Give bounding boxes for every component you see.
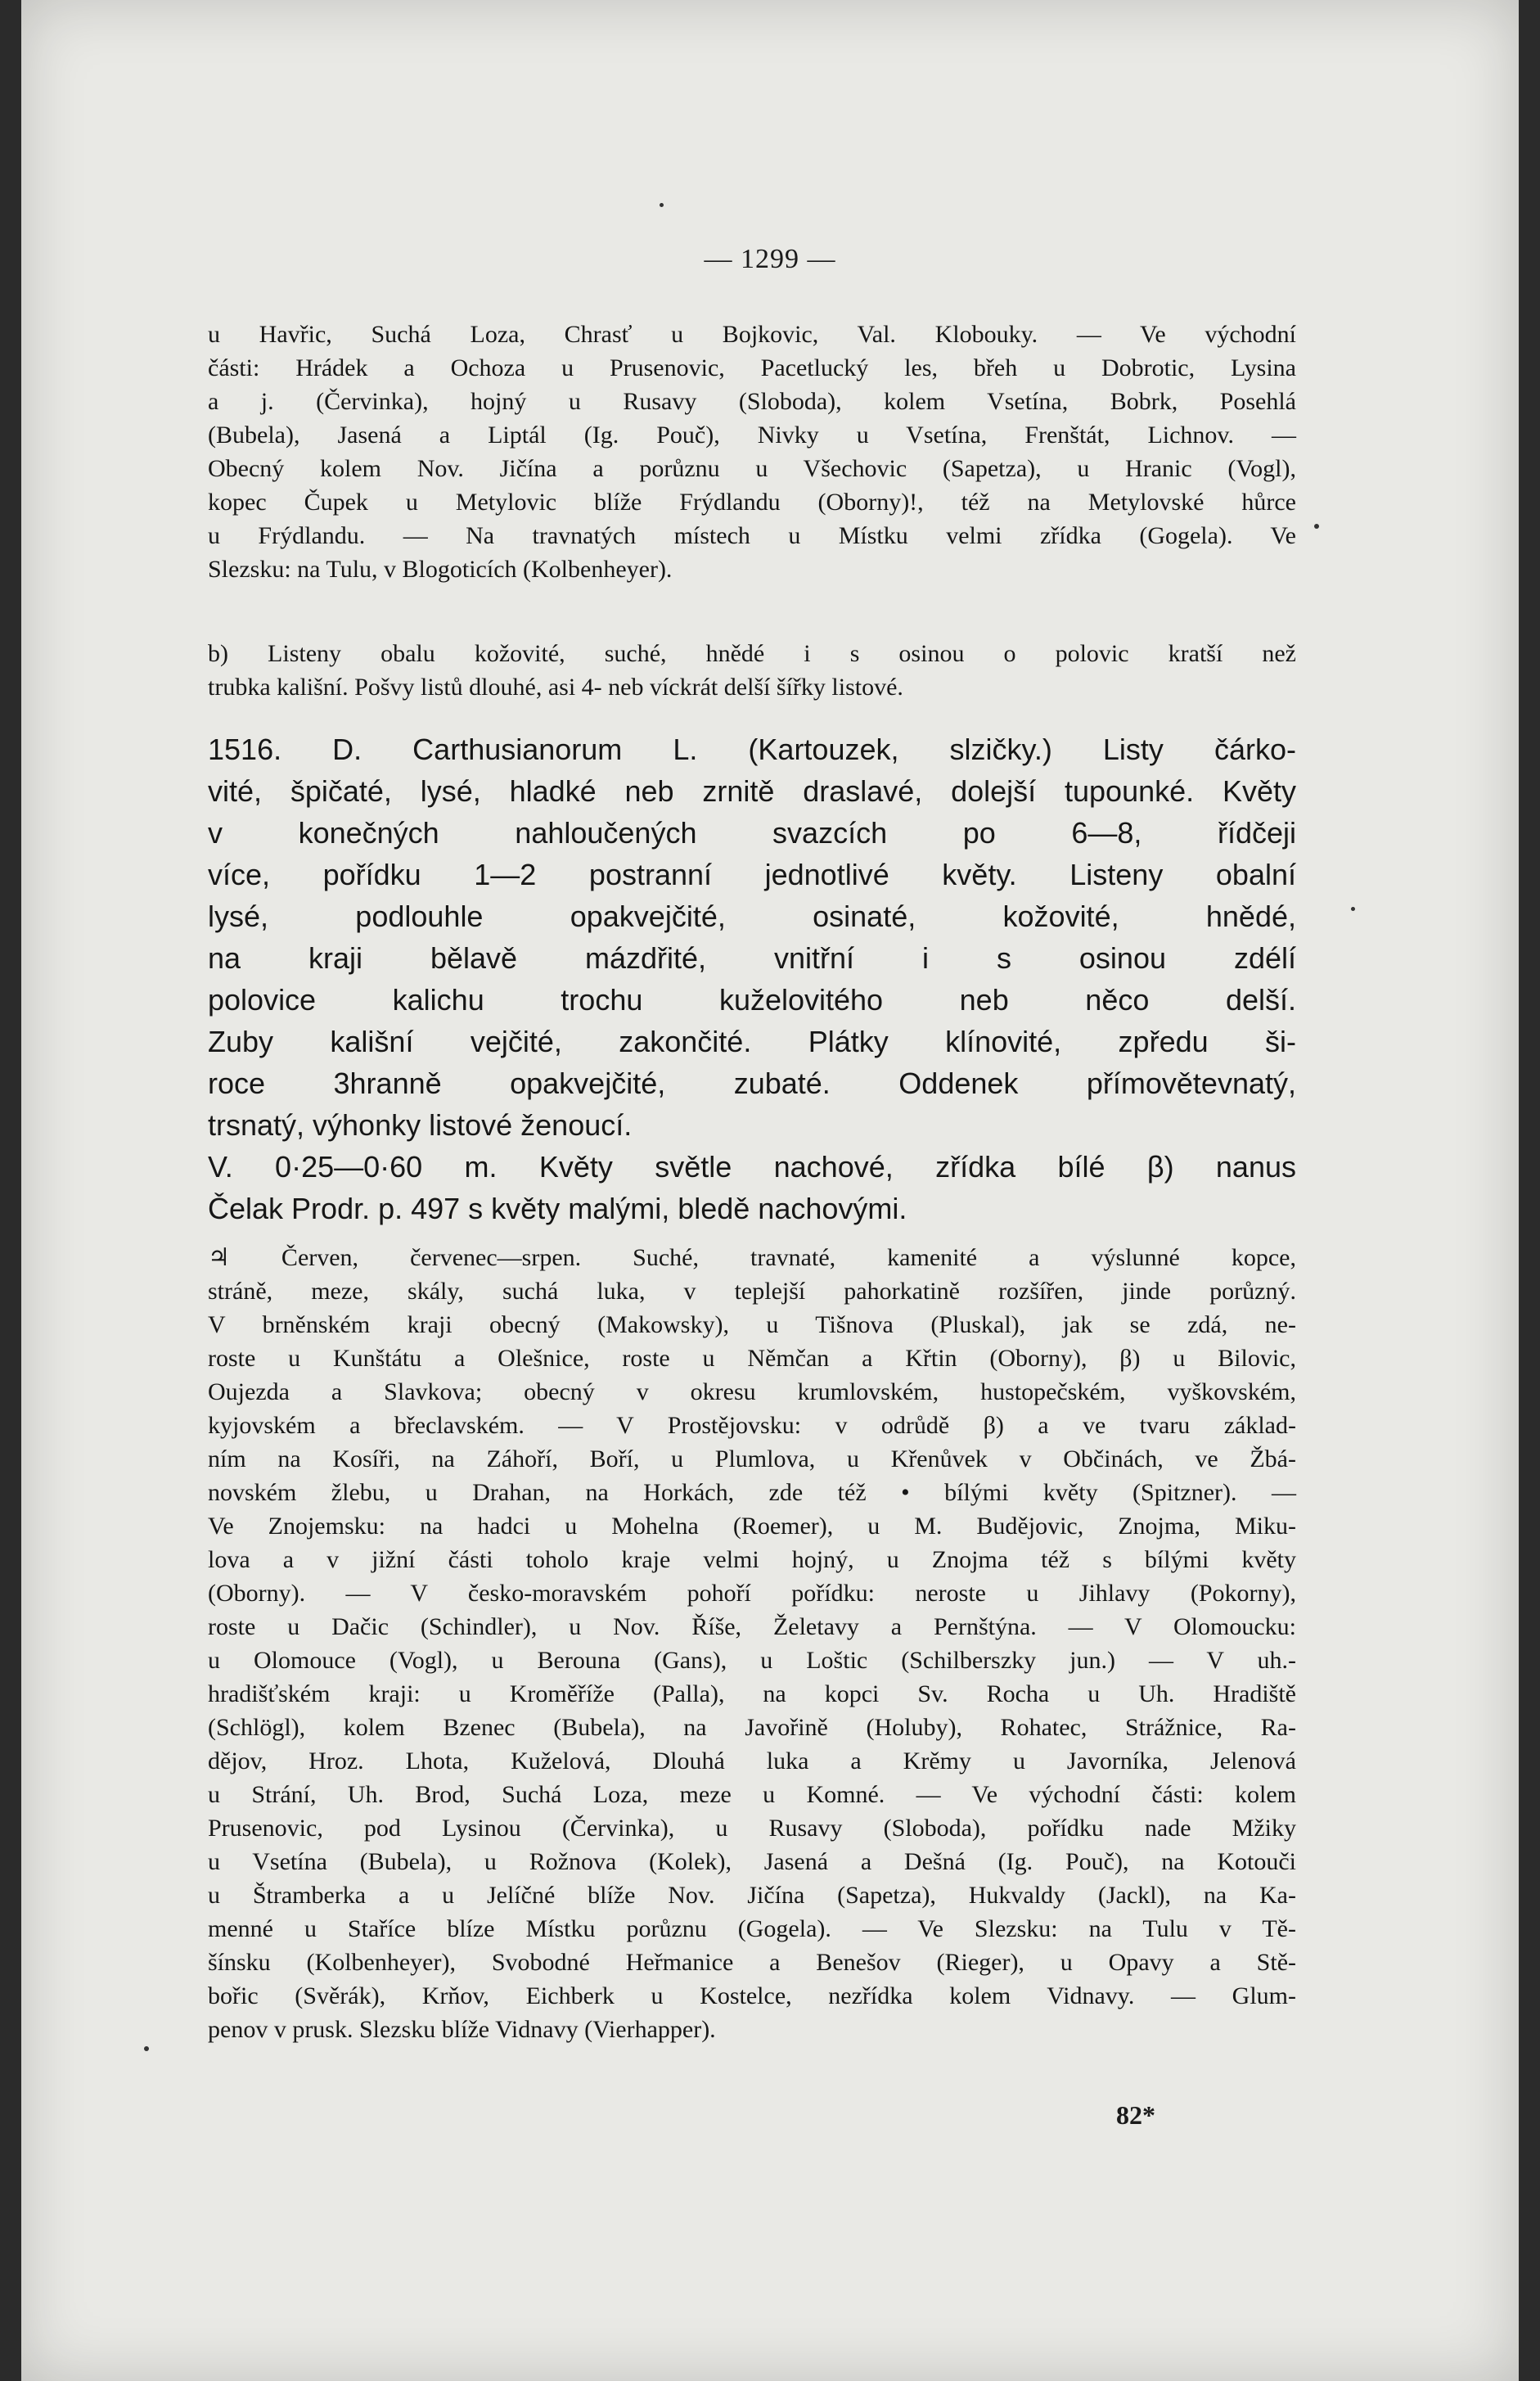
text-line: šínsku (Kolbenheyer), Svobodné Heřmanice a Benešov (Rieger), u Opavy a Stě- — [208, 1949, 1296, 1976]
paragraph-species-description — [208, 728, 1296, 1229]
text-line: penov v prusk. Slezsku blíže Vidnavy (Vierhapper). — [208, 2016, 716, 2043]
text-line: (Bubela), Jasená a Liptál (Ig. Pouč), Nivky u Vsetína, Frenštát, Lichnov. — — [208, 422, 1296, 449]
text-line: stráně, meze, skály, suchá luka, v teplejší pahorkatině rozšířen, jinde porůzný. — [208, 1278, 1296, 1305]
text-line: (Schlögl), kolem Bzenec (Bubela), na Javořině (Holuby), Rohatec, Strážnice, Ra- — [208, 1714, 1296, 1741]
scan-speck — [1351, 907, 1355, 911]
text-line: b) Listeny obalu kožovité, suché, hnědé i s osinou o polovic kratší než — [208, 640, 1296, 667]
text-line: trsnatý, výhonky listové ženoucí. — [208, 1108, 633, 1142]
text-line: kopec Čupek u Metylovic blíže Frýdlandu (Oborny)!, též na Metylovské hůrce — [208, 489, 1296, 516]
scan-speck — [660, 203, 664, 207]
text-line: v konečných nahloučených svazcích po 6—8, řídčeji — [208, 816, 1296, 850]
text-line: Ve Znojemsku: na hadci u Mohelna (Roemer), u M. Budějovic, Znojma, Miku- — [208, 1513, 1296, 1540]
text-line: 1516. D. Carthusianorum L. (Kartouzek, slzičky.) Listy čárko- — [208, 733, 1296, 766]
text-line: (Oborny). — V česko-moravském pohoří pořídku: neroste u Jihlavy (Pokorny), — [208, 1580, 1296, 1607]
text-line: u Vsetína (Bubela), u Rožnova (Kolek), Jasená a Dešná (Ig. Pouč), na Kotouči — [208, 1848, 1296, 1875]
text-line: menné u Staříce blíze Místku porůznu (Gogela). — Ve Slezsku: na Tulu v Tě- — [208, 1915, 1296, 1942]
text-line: u Štramberka a u Jelíčné blíže Nov. Jičína (Sapetza), Hukvaldy (Jackl), na Ka- — [208, 1882, 1296, 1909]
text-line: u Olomouce (Vogl), u Berouna (Gans), u Loštic (Schilberszky jun.) — V uh.- — [208, 1647, 1296, 1674]
text-line: vité, špičaté, lysé, hladké neb zrnitě draslavé, dolejší tupounké. Květy — [208, 774, 1296, 808]
text-line: části: Hrádek a Ochoza u Prusenovic, Pacetlucký les, břeh u Dobrotic, Lysina — [208, 354, 1296, 381]
book-page — [21, 0, 1519, 2381]
text-line: roce 3hranně opakvejčité, zubaté. Oddenek přímovětevnatý, — [208, 1066, 1296, 1100]
text-line: u Frýdlandu. — Na travnatých místech u Místku velmi zřídka (Gogela). Ve — [208, 522, 1296, 549]
scan-speck — [144, 2046, 149, 2051]
text-line: hradišťském kraji: u Kroměříže (Palla), na kopci Sv. Rocha u Uh. Hradiště — [208, 1680, 1296, 1707]
paragraph-localities-1 — [208, 318, 1296, 586]
text-line: roste u Dačic (Schindler), u Nov. Říše, Želetavy a Pernštýna. — V Olomoucku: — [208, 1613, 1296, 1640]
text-line: polovice kalichu trochu kuželovitého neb něco delší. — [208, 983, 1296, 1017]
text-line: u Havřic, Suchá Loza, Chrasť u Bojkovic, Val. Klobouky. — Ve východní — [208, 321, 1296, 348]
text-line: bořic (Svěrák), Krňov, Eichberk u Kostelce, nezřídka kolem Vidnavy. — Glum- — [208, 1982, 1296, 2009]
text-line: Oujezda a Slavkova; obecný v okresu krumlovském, hustopečském, vyškovském, — [208, 1378, 1296, 1405]
text-line: roste u Kunštátu a Olešnice, roste u Němčan a Křtin (Oborny), β) u Bilovic, — [208, 1345, 1296, 1372]
paragraph-key-b — [208, 637, 1296, 704]
text-line: dějov, Hroz. Lhota, Kuželová, Dlouhá luka a Krěmy u Javorníka, Jelenová — [208, 1747, 1296, 1774]
text-line: Čelak Prodr. p. 497 s květy malými, bledě nachovými. — [208, 1192, 907, 1225]
text-line: V. 0·25—0·60 m. Květy světle nachové, zřídka bílé β) nanus — [208, 1150, 1296, 1184]
text-line: kyjovském a břeclavském. — V Prostějovsku: v odrůdě β) a ve tvaru základ- — [208, 1412, 1296, 1439]
text-line: více, pořídku 1—2 postranní jednotlivé květy. Listeny obalní — [208, 858, 1296, 891]
text-line: V brněnském kraji obecný (Makowsky), u Tišnova (Pluskal), jak se zdá, ne- — [208, 1311, 1296, 1338]
scan-speck — [1314, 524, 1319, 529]
page-number: — 1299 — — [704, 244, 836, 274]
text-line: Slezsku: na Tulu, v Blogoticích (Kolbenheyer). — [208, 556, 673, 583]
text-line: ním na Kosíři, na Záhoří, Boří, u Plumlova, u Křenůvek v Občinách, ve Žbá- — [208, 1445, 1296, 1472]
text-line: na kraji bělavě mázdřité, vnitřní i s osinou zdélí — [208, 941, 1296, 975]
text-line: lysé, podlouhle opakvejčité, osinaté, kožovité, hnědé, — [208, 900, 1296, 933]
text-line: a j. (Červinka), hojný u Rusavy (Sloboda), kolem Vsetína, Bobrk, Posehlá — [208, 388, 1296, 415]
text-line: u Strání, Uh. Brod, Suchá Loza, meze u Komné. — Ve východní části: kolem — [208, 1781, 1296, 1808]
text-line: Obecný kolem Nov. Jičína a porůznu u Všechovic (Sapetza), u Hranic (Vogl), — [208, 455, 1296, 482]
text-line: Zuby kališní vejčité, zakončité. Plátky klínovité, zpředu ši- — [208, 1025, 1296, 1058]
text-line: novském žlebu, u Drahan, na Horkách, zde též • bílými květy (Spitzner). — — [208, 1479, 1296, 1506]
text-line: Prusenovic, pod Lysinou (Červinka), u Rusavy (Sloboda), pořídku nade Mžiky — [208, 1815, 1296, 1842]
text-line: ♃ Červen, červenec—srpen. Suché, travnaté, kamenité a výslunné kopce, — [208, 1244, 1296, 1271]
signature-mark: 82* — [1116, 2100, 1155, 2130]
text-line: lova a v jižní části toholo kraje velmi hojný, u Znojma též s bílými květy — [208, 1546, 1296, 1573]
paragraph-localities-2 — [208, 1241, 1296, 2046]
text-line: trubka kališní. Pošvy listů dlouhé, asi 4- neb víckrát delší šířky listové. — [208, 674, 903, 701]
